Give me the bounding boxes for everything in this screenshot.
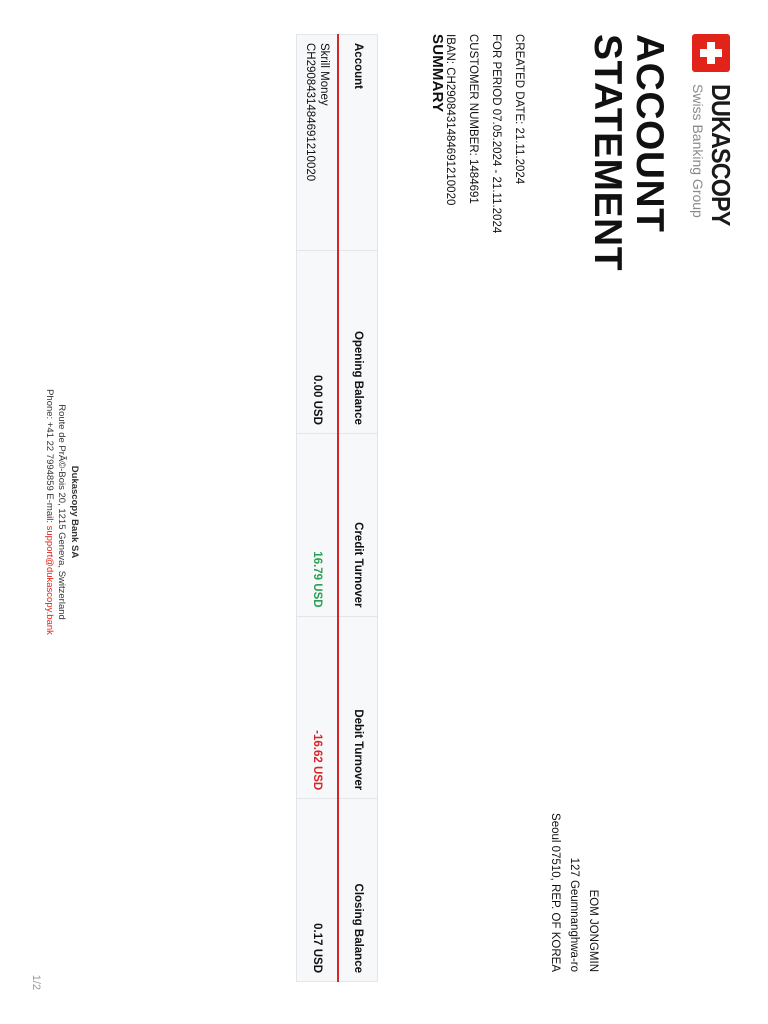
statement-meta: [438, 34, 530, 233]
recipient-name: EOM JONGMIN: [587, 889, 599, 972]
dukascopy-logo: [689, 34, 734, 241]
logo-brand: DUKASCOPY: [706, 84, 736, 226]
statement-period: FOR PERIOD 07.05.2024 - 21.11.2024: [490, 34, 502, 234]
logo-tagline: Swiss Banking Group: [690, 84, 706, 218]
page-number: 1/2: [30, 974, 42, 990]
column-header-account: Account: [338, 35, 378, 251]
recipient-city: Seoul 07510, REP. OF KOREA: [549, 813, 561, 972]
table-row: [297, 35, 339, 982]
footer-address: Route de PrÃ©-Bois 20, 1215 Geneva, Switzerland: [56, 404, 68, 620]
summary-heading: SUMMARY: [429, 34, 446, 113]
summary-table: [296, 34, 378, 982]
title-line-1: ACCOUNT: [628, 34, 671, 233]
opening-balance-value: 0.00 USD: [297, 251, 339, 434]
footer-company: Dukascopy Bank SA: [69, 465, 80, 559]
page-footer: [43, 0, 81, 1024]
column-header-closing-balance: Closing Balance: [338, 799, 378, 982]
created-date: CREATED DATE: 21.11.2024: [513, 34, 525, 185]
summary-header-row: [338, 35, 378, 982]
recipient-street: 127 Geumnanghwa-ro: [568, 857, 580, 972]
support-email-link[interactable]: support@dukascopy.bank: [44, 525, 55, 635]
title-line-2: STATEMENT: [586, 34, 629, 272]
column-header-opening-balance: Opening Balance: [338, 251, 378, 434]
account-iban: IBAN: CH2908431484691210020: [444, 34, 456, 206]
swiss-cross-icon: [693, 34, 731, 72]
debit-turnover-value: -16.62 USD: [297, 616, 339, 799]
recipient-address: [545, 813, 602, 972]
document-title: [586, 34, 670, 414]
logo-text: [689, 84, 734, 241]
account-cell-iban: CH2908431484691210020: [304, 43, 316, 182]
footer-phone: Phone: +41 22 7994859 E-mail:: [44, 389, 55, 526]
account-cell: [297, 35, 339, 251]
footer-contact: [43, 0, 56, 1024]
column-header-credit-turnover: Credit Turnover: [338, 433, 378, 616]
column-header-debit-turnover: Debit Turnover: [338, 616, 378, 799]
customer-number: CUSTOMER NUMBER: 1484691: [467, 34, 479, 204]
closing-balance-value: 0.17 USD: [297, 799, 339, 982]
account-name: Skrill Money: [318, 43, 330, 106]
credit-turnover-value: 16.79 USD: [297, 433, 339, 616]
